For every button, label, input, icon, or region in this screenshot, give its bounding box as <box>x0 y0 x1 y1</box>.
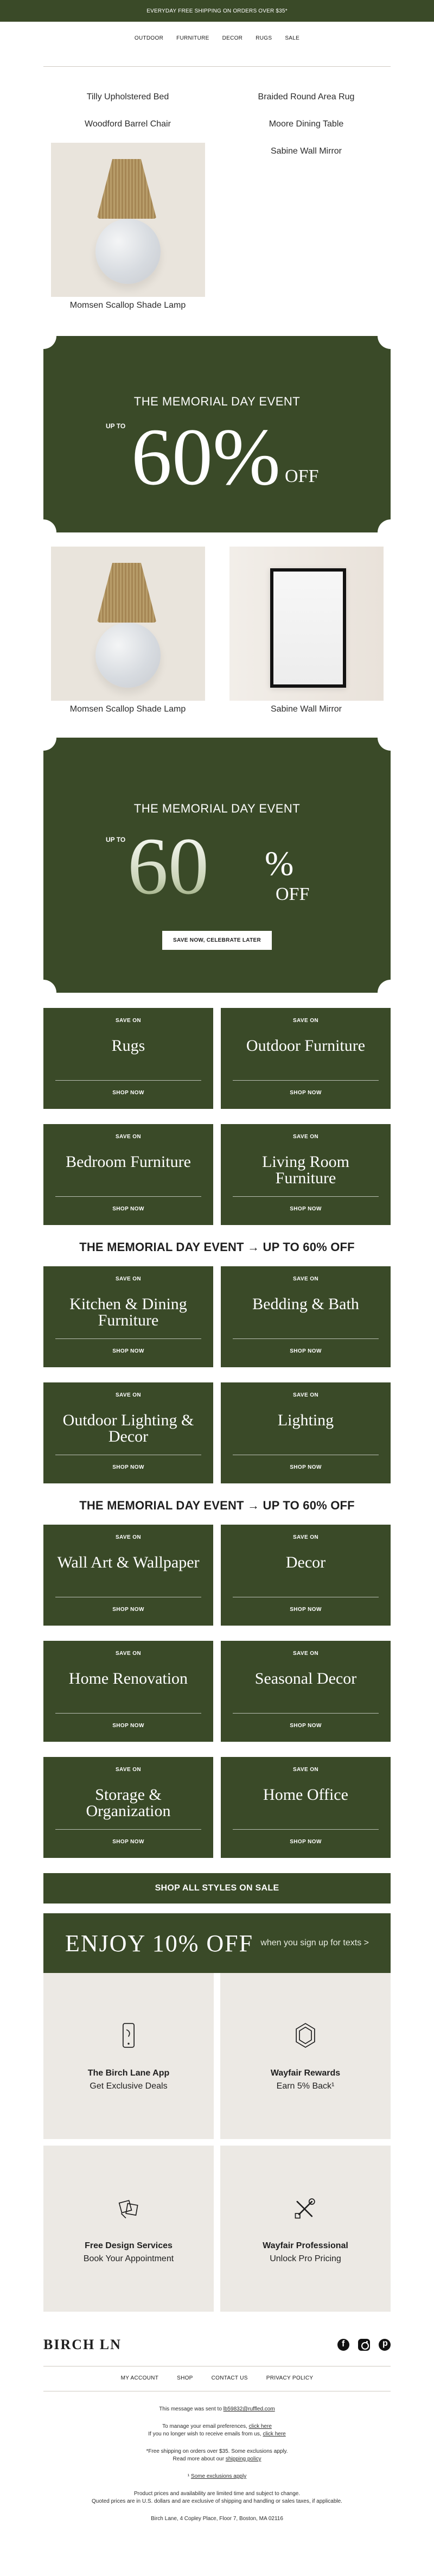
shop-now[interactable]: SHOP NOW <box>112 1723 144 1729</box>
perk-pro[interactable] <box>220 2146 391 2312</box>
footer-link-privacy-policy[interactable]: PRIVACY POLICY <box>266 2375 314 2381</box>
category-card-bedroom-furniture[interactable] <box>43 1124 213 1225</box>
card-divider <box>233 1080 379 1081</box>
banner-percent: % <box>265 844 294 883</box>
category-card-rugs[interactable] <box>43 1008 213 1109</box>
category-title: Home Office <box>263 1786 348 1804</box>
save-on: SAVE ON <box>292 1767 319 1773</box>
footer <box>43 2330 391 2576</box>
card-divider <box>233 1713 379 1714</box>
shop-now[interactable]: SHOP NOW <box>290 1206 322 1212</box>
perk-title: Wayfair Rewards <box>270 2069 341 2078</box>
card-divider <box>55 1829 201 1830</box>
save-on: SAVE ON <box>292 1276 319 1282</box>
save-on: SAVE ON <box>115 1392 142 1398</box>
card-divider <box>233 1196 379 1197</box>
perk-app[interactable] <box>43 1973 214 2139</box>
unsubscribe-text: If you no longer wish to receive emails from us, <box>148 2431 261 2437</box>
product-name[interactable]: Sabine Wall Mirror <box>271 147 342 156</box>
product-grid <box>43 88 391 314</box>
memorial-day-banner-2[interactable] <box>43 738 391 993</box>
perk-subtitle: Unlock Pro Pricing <box>270 2254 341 2263</box>
category-title: Bedding & Bath <box>252 1295 359 1313</box>
category-card-seasonal-decor[interactable] <box>221 1641 391 1742</box>
memorial-day-banner[interactable] <box>43 336 391 532</box>
shop-now[interactable]: SHOP NOW <box>290 1348 322 1354</box>
swatches-icon <box>114 2193 143 2223</box>
banner-discount: 60% <box>131 412 280 502</box>
save-on: SAVE ON <box>115 1018 142 1024</box>
banner-title: THE MEMORIAL DAY EVENT <box>133 395 301 408</box>
sent-to-label: This message was sent to <box>159 2406 222 2412</box>
product-tile[interactable] <box>43 547 212 718</box>
category-card-bedding-bath[interactable] <box>221 1266 391 1367</box>
banner-corner <box>43 980 56 993</box>
shop-now[interactable]: SHOP NOW <box>290 1464 322 1470</box>
pricing-disclaimer-2: Quoted prices are in U.S. dollars and are exclusive of shipping and handling or sales taxes, if applicable. <box>92 2498 342 2504</box>
banner-corner <box>378 336 391 349</box>
perks-grid <box>43 1973 391 2312</box>
pricing-disclaimer-1: Product prices and availability are limited time and subject to change. <box>133 2491 301 2497</box>
shop-now[interactable]: SHOP NOW <box>290 1090 322 1096</box>
banner-discount: 60 <box>127 821 209 911</box>
shop-now[interactable]: SHOP NOW <box>290 1723 322 1729</box>
sms-offer: ENJOY 10% OFF <box>65 1930 254 1957</box>
shop-now[interactable]: SHOP NOW <box>112 1464 144 1470</box>
footer-links <box>43 2375 391 2381</box>
shop-now[interactable]: SHOP NOW <box>112 1206 144 1212</box>
category-card-decor[interactable] <box>221 1525 391 1626</box>
pinterest-icon[interactable] <box>379 2339 391 2351</box>
product-name[interactable]: Braided Round Area Rug <box>258 92 355 101</box>
footer-link-my-account[interactable]: MY ACCOUNT <box>120 2375 159 2381</box>
product-name[interactable]: Tilly Upholstered Bed <box>86 92 169 101</box>
product-tile[interactable] <box>222 88 391 106</box>
category-title: Wall Art & Wallpaper <box>57 1553 200 1571</box>
perk-rewards[interactable] <box>220 1973 391 2139</box>
save-on: SAVE ON <box>115 1276 142 1282</box>
category-title: Storage & Organization <box>86 1786 171 1820</box>
save-on: SAVE ON <box>292 1392 319 1398</box>
product-tile[interactable] <box>222 547 391 718</box>
category-title: Bedroom Furniture <box>66 1153 191 1171</box>
category-card-wall-art-wallpaper[interactable] <box>43 1525 213 1626</box>
banner-upto: UP TO <box>106 422 126 430</box>
section-title: THE MEMORIAL DAY EVENT → UP TO 60% OFF <box>79 1240 355 1254</box>
sms-signup-banner[interactable] <box>43 1913 391 1973</box>
category-title: Lighting <box>277 1411 334 1429</box>
shop-now[interactable]: SHOP NOW <box>112 1607 144 1613</box>
shop-now[interactable]: SHOP NOW <box>112 1348 144 1354</box>
brand-logo[interactable]: BIRCH LN <box>43 2337 122 2352</box>
exclusions-link[interactable]: Some exclusions apply <box>190 2473 247 2479</box>
category-title: Outdoor Furniture <box>246 1037 366 1055</box>
product-name[interactable]: Momsen Scallop Shade Lamp <box>69 705 186 714</box>
card-divider <box>55 1196 201 1197</box>
free-shipping-note: *Free shipping on orders over $35. Some exclusions apply. <box>146 2448 288 2454</box>
save-on: SAVE ON <box>115 1651 142 1657</box>
cta-button[interactable]: SAVE NOW, CELEBRATE LATER <box>162 931 272 950</box>
banner-corner <box>43 519 56 532</box>
nav-decor[interactable]: DECOR <box>222 35 243 41</box>
category-title: Kitchen & Dining Furniture <box>69 1295 187 1329</box>
manage-prefs-link[interactable]: click here <box>248 2423 272 2429</box>
featured-products <box>43 547 391 718</box>
nav-divider <box>43 66 391 67</box>
category-title: Decor <box>285 1553 326 1571</box>
category-card-kitchen-dining[interactable] <box>43 1266 213 1367</box>
save-on: SAVE ON <box>115 1534 142 1540</box>
company-address: Birch Lane, 4 Copley Place, Floor 7, Boston, MA 02116 <box>151 2516 283 2522</box>
card-divider <box>55 1338 201 1339</box>
banner-title: THE MEMORIAL DAY EVENT <box>133 802 301 815</box>
category-title: Rugs <box>111 1037 145 1055</box>
perk-subtitle: Book Your Appointment <box>83 2254 174 2263</box>
category-card-lighting[interactable] <box>221 1382 391 1483</box>
shop-now[interactable]: SHOP NOW <box>290 1839 322 1845</box>
shipping-policy-text: Read more about our <box>173 2456 225 2462</box>
instagram-icon[interactable] <box>358 2339 370 2351</box>
banner-upto: UP TO <box>106 836 126 843</box>
gem-icon <box>291 2021 320 2050</box>
product-tile[interactable] <box>222 143 391 314</box>
category-card-home-renovation[interactable] <box>43 1641 213 1742</box>
category-card-outdoor-furniture[interactable] <box>221 1008 391 1109</box>
product-image[interactable] <box>51 547 205 701</box>
nav-sale[interactable]: SALE <box>285 35 300 41</box>
main-nav <box>43 22 391 54</box>
category-title: Home Renovation <box>68 1670 188 1687</box>
shop-now[interactable]: SHOP NOW <box>112 1839 144 1845</box>
tools-icon <box>291 2193 320 2223</box>
save-on: SAVE ON <box>115 1767 142 1773</box>
footer-link-shop[interactable]: SHOP <box>177 2375 193 2381</box>
save-on: SAVE ON <box>292 1651 319 1657</box>
category-card-storage-organization[interactable] <box>43 1757 213 1858</box>
shop-now[interactable]: SHOP NOW <box>112 1090 144 1096</box>
shop-all-button[interactable] <box>43 1873 391 1904</box>
category-cards <box>43 1008 391 1858</box>
shop-all-label: SHOP ALL STYLES ON SALE <box>155 1883 279 1893</box>
save-on: SAVE ON <box>292 1134 319 1140</box>
shop-now[interactable]: SHOP NOW <box>290 1607 322 1613</box>
product-image[interactable] <box>51 143 205 297</box>
banner-off: OFF <box>276 884 310 904</box>
facebook-icon[interactable] <box>337 2339 349 2351</box>
manage-prefs-text: To manage your email preferences, <box>162 2423 247 2429</box>
perk-design[interactable] <box>43 2146 214 2312</box>
card-divider <box>233 1829 379 1830</box>
product-tile[interactable] <box>43 143 212 314</box>
legal-text <box>43 2406 391 2523</box>
card-divider <box>55 1713 201 1714</box>
category-title: Outdoor Lighting & Decor <box>62 1411 194 1445</box>
perk-title: Wayfair Professional <box>263 2241 348 2250</box>
banner-corner <box>43 738 56 751</box>
phone-icon <box>114 2021 143 2050</box>
unsubscribe-link[interactable]: click here <box>263 2431 286 2437</box>
product-name[interactable]: Sabine Wall Mirror <box>271 705 342 714</box>
nav-rugs[interactable]: RUGS <box>256 35 272 41</box>
product-name[interactable]: Momsen Scallop Shade Lamp <box>69 301 186 310</box>
product-tile[interactable] <box>43 88 212 106</box>
recipient-email[interactable]: lb59832@ruffled.com <box>223 2406 275 2412</box>
perk-title: Free Design Services <box>85 2241 173 2250</box>
category-title: Living Room Furniture <box>262 1153 349 1187</box>
nav-outdoor[interactable]: OUTDOOR <box>134 35 164 41</box>
product-image[interactable] <box>229 547 384 701</box>
social-links <box>337 2339 391 2351</box>
perk-title: The Birch Lane App <box>87 2069 170 2078</box>
product-tile[interactable] <box>222 116 391 133</box>
product-tile[interactable] <box>43 116 212 133</box>
category-card-living-room-furniture[interactable] <box>221 1124 391 1225</box>
sms-link[interactable]: when you sign up for texts > <box>260 1938 369 1947</box>
mirror-frame <box>270 568 346 688</box>
card-divider <box>55 1080 201 1081</box>
category-card-outdoor-lighting-decor[interactable] <box>43 1382 213 1483</box>
footer-link-contact-us[interactable]: CONTACT US <box>211 2375 248 2381</box>
banner-corner <box>378 738 391 751</box>
card-divider <box>233 1338 379 1339</box>
exclusions-marker: ¹ <box>187 2473 190 2479</box>
product-name[interactable]: Woodford Barrel Chair <box>85 119 171 129</box>
category-title: Seasonal Decor <box>254 1670 357 1687</box>
perk-subtitle: Get Exclusive Deals <box>90 2082 168 2091</box>
promo-topbar-text: EVERYDAY FREE SHIPPING ON ORDERS OVER $35* <box>146 8 288 14</box>
section-title: THE MEMORIAL DAY EVENT → UP TO 60% OFF <box>79 1499 355 1512</box>
banner-corner <box>43 336 56 349</box>
product-name[interactable]: Moore Dining Table <box>269 119 344 129</box>
save-on: SAVE ON <box>292 1534 319 1540</box>
banner-off: OFF <box>285 466 319 486</box>
nav-furniture[interactable]: FURNITURE <box>176 35 209 41</box>
save-on: SAVE ON <box>115 1134 142 1140</box>
banner-corner <box>378 519 391 532</box>
promo-topbar <box>0 0 434 22</box>
perk-subtitle: Earn 5% Back¹ <box>276 2082 335 2091</box>
shipping-policy-link[interactable]: shipping policy <box>225 2456 261 2462</box>
category-card-home-office[interactable] <box>221 1757 391 1858</box>
banner-corner <box>378 980 391 993</box>
save-on: SAVE ON <box>292 1018 319 1024</box>
